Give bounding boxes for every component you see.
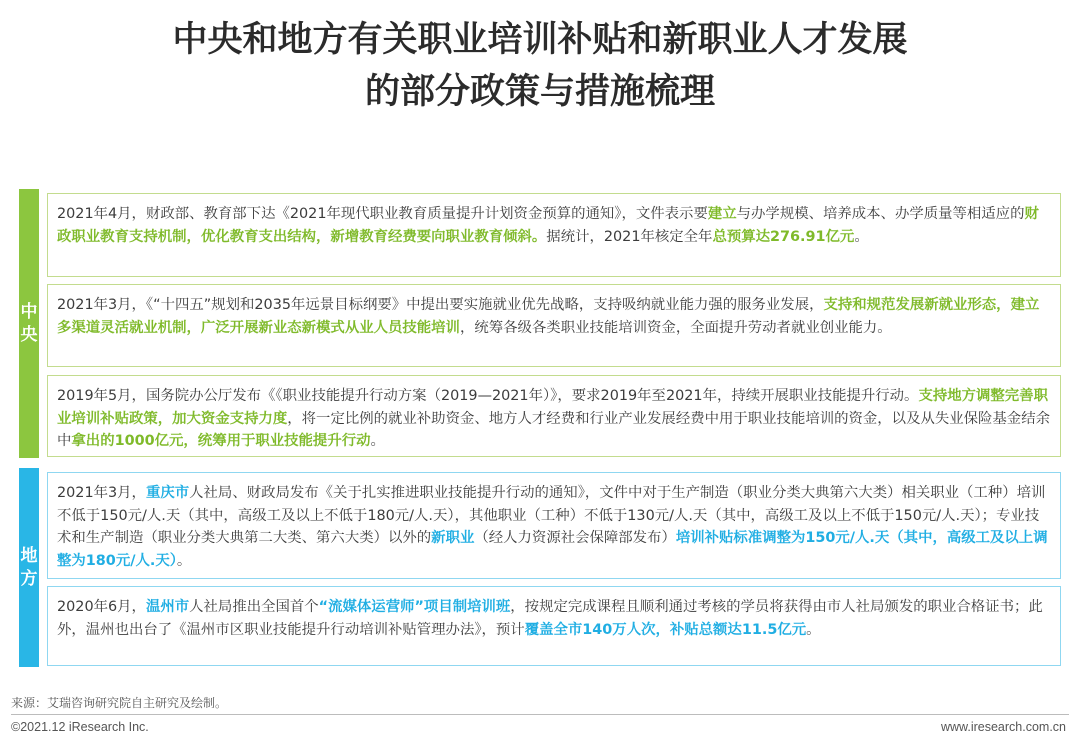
local-label-char-1: 地 bbox=[20, 545, 38, 566]
central-policy-3 bbox=[47, 375, 1061, 457]
website-url: www.iresearch.com.cn bbox=[940, 720, 1066, 734]
title-line-1: 中央和地方有关职业培训补贴和新职业人才发展 bbox=[172, 20, 908, 60]
text-segment: 人社局、财政局发布《关于扎实推进职业技能提升行动的通知》，文件中对于生产制造（职业分类大典第六大类）相关职业（工种）培训不低于150元/人.天（其中，高级工及以上不低于180元/人.天），其他职业（工种）不低于130元/人.天（其中，高级工及以上不低于150元/人.天）；专业技术和生产制造（职业分类大典第二大类、第六大类）以外的 bbox=[57, 485, 1046, 546]
text-segment: 2021年3月，《“十四五”规划和2035年远景目标纲要》中提出要实施就业优先战略，支持吸纳就业能力强的服务业发展， bbox=[57, 297, 824, 313]
highlight-segment: “流媒体运营师”项目制培训班 bbox=[318, 599, 511, 615]
highlight-segment: 培训补贴标准调整为150元/人.天（其中，高级工及以上调整为180元/人.天） bbox=[57, 530, 1048, 569]
central-group-label bbox=[19, 189, 39, 458]
text-segment: 。 bbox=[854, 228, 869, 245]
local-group-label bbox=[19, 468, 39, 667]
page-title bbox=[0, 14, 1080, 118]
local-policy-2 bbox=[47, 586, 1061, 666]
central-policy-2 bbox=[47, 284, 1061, 367]
text-segment: 人社局推出全国首个 bbox=[189, 599, 319, 615]
text-segment: （经人力资源社会保障部发布） bbox=[474, 530, 676, 546]
copyright: ©2021.12 iResearch Inc. bbox=[11, 720, 149, 734]
policy-text bbox=[57, 385, 1050, 453]
policy-text bbox=[57, 482, 1050, 572]
highlight-segment: 总预算达276.91亿元 bbox=[712, 228, 855, 245]
text-segment: 。 bbox=[806, 621, 821, 638]
text-segment: 2020年6月， bbox=[57, 599, 146, 615]
text-segment: 据统计，2021年核定全年 bbox=[546, 228, 713, 245]
central-label-char-1: 中 bbox=[20, 301, 38, 322]
highlight-segment: 拿出的1000亿元，统筹用于职业技能提升行动 bbox=[71, 433, 371, 449]
central-label-char-2: 央 bbox=[20, 324, 38, 345]
text-segment: 与办学规模、培养成本、办学质量等相适应的 bbox=[736, 206, 1025, 222]
highlight-segment: 支持地方调整完善职业培训补贴政策，加大资金支持力度 bbox=[57, 388, 1048, 427]
text-segment: ，将一定比例的就业补助资金、地方人才经费和行业产业发展经费中用于职业技能培训的资金，以及从失业保险基金结余中 bbox=[57, 410, 1050, 449]
highlight-segment: 新职业 bbox=[431, 530, 475, 546]
policy-text bbox=[57, 596, 1050, 641]
text-segment: 2019年5月，国务院办公厅发布《《职业技能提升行动方案（2019—2021年）》，要求2019年至2021年，持续开展职业技能提升行动。 bbox=[57, 388, 919, 404]
policy-text bbox=[57, 203, 1050, 248]
central-policy-1 bbox=[47, 193, 1061, 277]
highlight-segment: 支持和规范发展新就业形态，建立多渠道灵活就业机制，广泛开展新业态新模式从业人员技能培训 bbox=[57, 297, 1040, 336]
source-note: 来源：艾瑞咨询研究院自主研究及绘制。 bbox=[11, 696, 228, 710]
footer-divider bbox=[11, 714, 1069, 715]
highlight-segment: 覆盖全市140万人次，补贴总额达11.5亿元 bbox=[524, 621, 807, 638]
highlight-segment: 建立 bbox=[707, 206, 737, 222]
text-segment: 。 bbox=[176, 552, 192, 569]
text-segment: ，统筹各级各类职业技能培训资金，全面提升劳动者就业创业能力。 bbox=[459, 319, 892, 336]
highlight-segment: 财政职业教育支持机制，优化教育支出结构，新增教育经费要向职业教育倾斜。 bbox=[57, 206, 1039, 245]
text-segment: 。 bbox=[370, 433, 385, 449]
highlight-segment: 温州市 bbox=[145, 599, 190, 615]
text-segment: 2021年4月，财政部、教育部下达《2021年现代职业教育质量提升计划资金预算的通知》，文件表示要 bbox=[57, 206, 708, 222]
local-label-char-2: 方 bbox=[20, 568, 38, 589]
policy-text bbox=[57, 294, 1050, 339]
highlight-segment: 重庆市 bbox=[145, 485, 190, 501]
text-segment: 2021年3月， bbox=[57, 485, 146, 501]
local-policy-1 bbox=[47, 472, 1061, 579]
title-line-2: 的部分政策与措施梳理 bbox=[364, 72, 715, 112]
text-segment: ，按规定完成课程且顺利通过考核的学员将获得由市人社局颁发的职业合格证书；此外，温州也出台了《温州市区职业技能提升行动培训补贴管理办法》，预计 bbox=[57, 599, 1043, 638]
